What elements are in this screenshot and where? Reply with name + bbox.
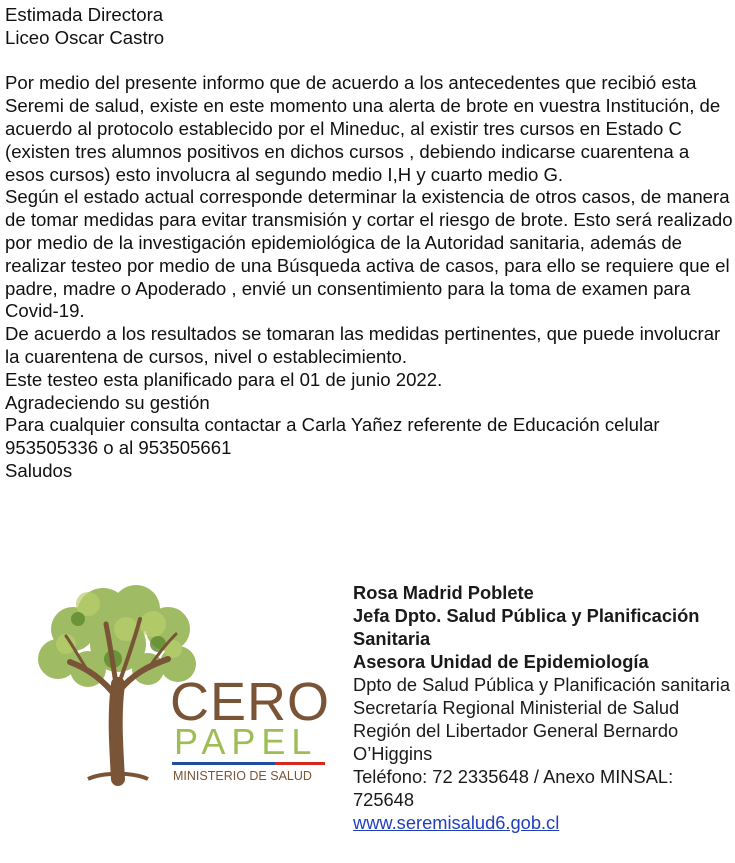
paragraph-contact: Para cualquier consulta contactar a Carla Yañez referente de Educación celular 953505336 o al 953505661 <box>5 414 660 459</box>
letter-body <box>5 4 733 483</box>
signer-region: Región del Libertador General Bernardo O’Higgins <box>353 720 679 764</box>
paragraph-closing: Saludos <box>5 459 73 481</box>
signer-title: Jefa Dpto. Salud Pública y Planificación Sanitaria <box>353 605 700 649</box>
signer-office: Secretaría Regional Ministerial de Salud <box>353 697 680 718</box>
logo-red-bar <box>275 762 325 765</box>
blank-line <box>5 50 733 73</box>
recipient: Liceo Oscar Castro <box>5 26 165 48</box>
cero-papel-logo-graphic <box>18 574 338 794</box>
paragraph-results: De acuerdo a los resultados se tomaran las medidas pertinentes, que puede involucrar la cuarentena de cursos, nivel o establecimiento. <box>5 323 721 367</box>
logo-blue-bar <box>172 762 275 765</box>
logo-ministry-label: MINISTERIO DE SALUD <box>173 769 312 783</box>
signer-department: Dpto de Salud Pública y Planificación sanitaria <box>353 674 731 695</box>
logo-word-cero: CERO <box>170 672 331 732</box>
paragraph-thanks: Agradeciendo su gestión <box>5 391 210 413</box>
logo-word-papel: PAPEL <box>174 721 318 762</box>
paragraph-alert: Por medio del presente informo que de acuerdo a los antecedentes que recibió esta Seremi de salud, existe en este momento una alerta de brote en vuestra Institución, de acuerdo al protocolo establecido por el Mineduc, al existir tres cursos en Estado C (existen tres alumnos positivos en dichos cursos , debiendo indicarse cuarentena a esos cursos) esto involucra al segundo medio I,H y cuarto medio G. <box>5 72 721 185</box>
signer-phone: Teléfono: 72 2335648 / Anexo MINSAL: 725648 <box>353 766 674 810</box>
email-signature <box>353 581 733 834</box>
website-link[interactable]: www.seremisalud6.gob.cl <box>353 812 560 833</box>
signer-name: Rosa Madrid Poblete <box>353 582 534 603</box>
paragraph-test-date: Este testeo esta planificado para el 01 de junio 2022. <box>5 368 443 390</box>
signer-role: Asesora Unidad de Epidemiología <box>353 651 649 672</box>
paragraph-investigation: Según el estado actual corresponde determinar la existencia de otros casos, de manera de tomar medidas para evitar transmisión y cortar el riesgo de brote. Esto será realizado por medio de la investigación epidemiológica de la Autoridad sanitaria, además de realizar testeo por medio de una Búsqueda activa de casos, para ello se requiere que el padre, madre o Apoderado , envié un consentimiento para la toma de examen para Covid-19. <box>5 186 733 322</box>
cero-papel-logo <box>18 574 338 794</box>
greeting: Estimada Directora <box>5 4 164 25</box>
